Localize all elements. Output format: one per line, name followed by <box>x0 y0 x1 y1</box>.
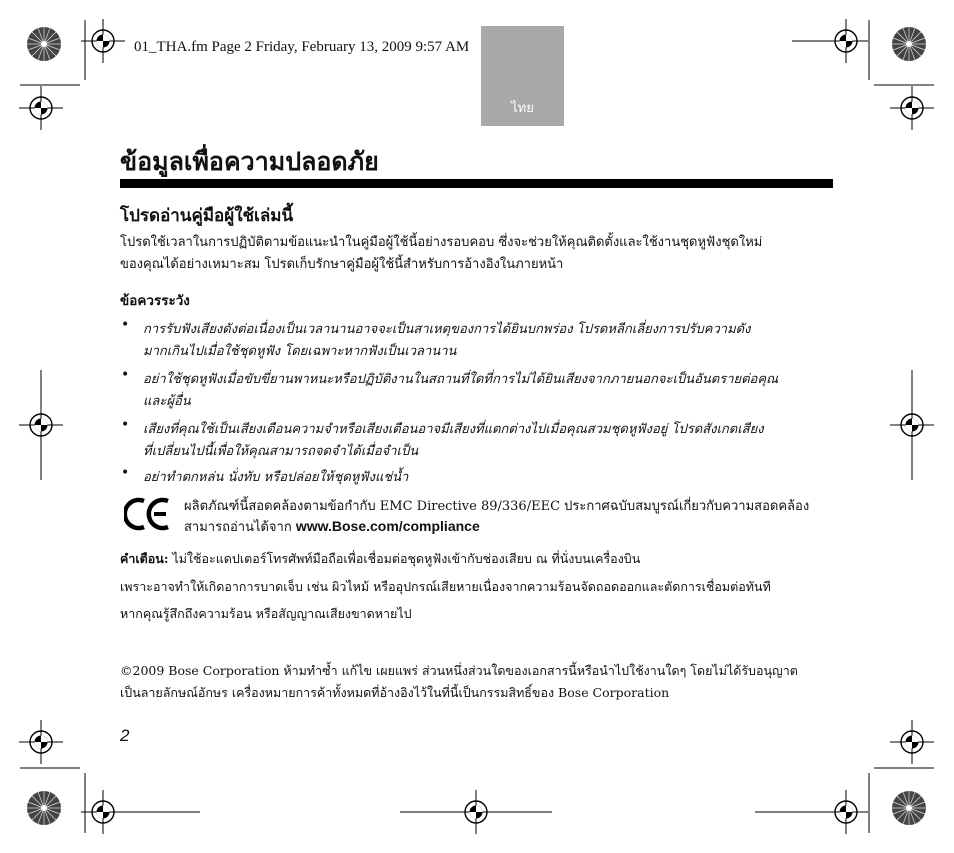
ce-compliance-line <box>184 516 480 537</box>
warning-line: หากคุณรู้สึกถึงความร้อน หรือสัญญาณเสียงขาดหายไป <box>120 606 412 621</box>
warning-label: คำเตือน: <box>120 551 169 566</box>
warning-text: ไม่ใช้อะแดปเตอร์โทรศัพท์มือถือเพื่อเชื่อมต่อชุดหูฟังเข้ากับช่องเสียบ ณ ที่นั่งบนเครื่องบิน <box>168 551 641 566</box>
language-tab <box>481 26 564 126</box>
caution-item-line: อย่าใช้ชุดหูฟังเมื่อขับขี่ยานพาหนะหรือปฏิบัติงานในสถานที่ใดที่การไม่ได้ยินเสียงจากภายนอกจะเป็นอันตรายต่อคุณ <box>143 372 779 387</box>
caution-item-line: อย่าทำตกหล่น นั่งทับ หรือปล่อยให้ชุดหูฟังแช่น้ำ <box>143 470 409 485</box>
bullet-icon: • <box>121 417 130 433</box>
registration-mark-icon <box>19 86 63 130</box>
caution-item-line: ที่เปลี่ยนไปนี้เพื่อให้คุณสามารถจดจำได้เมื่อจำเป็น <box>143 444 419 459</box>
title-rule <box>120 179 833 188</box>
ce-mark-logo <box>124 495 172 533</box>
registration-mark-icon <box>19 720 63 764</box>
intro-line: ของคุณได้อย่างเหมาะสม โปรดเก็บรักษาคู่มือผู้ใช้นี้สำหรับการอ้างอิงในภายหน้า <box>120 257 564 272</box>
warning-line <box>120 549 640 569</box>
registration-mark-icon <box>81 790 125 834</box>
registration-mark-icon <box>890 720 934 764</box>
copyright-line: เป็นลายลักษณ์อักษร เครื่องหมายการค้าทั้งหมดที่อ้างอิงไว้ในที่นี้เป็นกรรมสิทธิ์ของ Bose Corporation <box>120 685 670 700</box>
ce-compliance-prefix: สามารถอ่านได้จาก <box>184 520 296 535</box>
registration-mark-icon <box>890 86 934 130</box>
star-target-icon <box>892 791 926 825</box>
bullet-icon: • <box>121 465 130 481</box>
star-target-icon <box>27 27 61 61</box>
registration-mark-icon <box>824 19 868 63</box>
caution-item-line: การรับฟังเสียงดังต่อเนื่องเป็นเวลานานอาจจะเป็นสาเหตุของการได้ยินบกพร่อง โปรดหลีกเลี่ยงการปรับความดัง <box>143 322 751 337</box>
cautions-heading: ข้อควรระวัง <box>120 293 190 309</box>
registration-mark-icon <box>890 403 934 447</box>
registration-mark-icon <box>454 790 498 834</box>
page-number: 2 <box>120 726 130 745</box>
language-tab-label: ไทย <box>511 100 534 115</box>
ce-compliance-line: ผลิตภัณฑ์นี้สอดคล้องตามข้อกำกับ EMC Directive 89/336/EEC ประกาศฉบับสมบูรณ์เกี่ยวกับความสอดคล้อง <box>184 499 810 514</box>
registration-mark-icon <box>19 403 63 447</box>
caution-item-line: และผู้อื่น <box>143 394 191 409</box>
caution-item-line: เสียงที่คุณใช้เป็นเสียงเตือนความจำหรือเสียงเตือนอาจมีเสียงที่แตกต่างไปเมื่อคุณสวมชุดหูฟังอยู่ โปรดสังเกตเสียง <box>143 422 764 437</box>
intro-heading: โปรดอ่านคู่มือผู้ใช้เล่มนี้ <box>120 206 294 226</box>
bullet-icon: • <box>121 367 130 383</box>
file-slug-header: 01_THA.fm Page 2 Friday, February 13, 2009 9:57 AM <box>134 39 470 55</box>
registration-mark-icon <box>81 19 125 63</box>
star-target-icon <box>892 27 926 61</box>
bullet-icon: • <box>121 317 130 333</box>
warning-line: เพราะอาจทำให้เกิดอาการบาดเจ็บ เช่น ผิวไหม้ หรืออุปกรณ์เสียหายเนื่องจากความร้อนจัดถอดออกและตัดการเชื่อมต่อทันที <box>120 579 771 594</box>
caution-item-line: มากเกินไปเมื่อใช้ชุดหูฟัง โดยเฉพาะหากฟังเป็นเวลานาน <box>143 344 457 359</box>
star-target-icon <box>27 791 61 825</box>
intro-line: โปรดใช้เวลาในการปฏิบัติตามข้อแนะนำในคู่มือผู้ใช้นี้อย่างรอบคอบ ซึ่งจะช่วยให้คุณติดตั้งและใช้งานชุดหูฟังชุดใหม่ <box>120 235 763 250</box>
copyright-line: ©2009 Bose Corporation ห้ามทำซ้ำ แก้ไข เผยแพร่ ส่วนหนึ่งส่วนใดของเอกสารนี้หรือนำไปใช้งานใดๆ โดยไม่ได้รับอนุญาต <box>120 663 798 678</box>
compliance-link[interactable]: www.Bose.com/compliance <box>295 518 480 534</box>
registration-mark-icon <box>824 790 868 834</box>
page-title: ข้อมูลเพื่อความปลอดภัย <box>120 147 379 176</box>
